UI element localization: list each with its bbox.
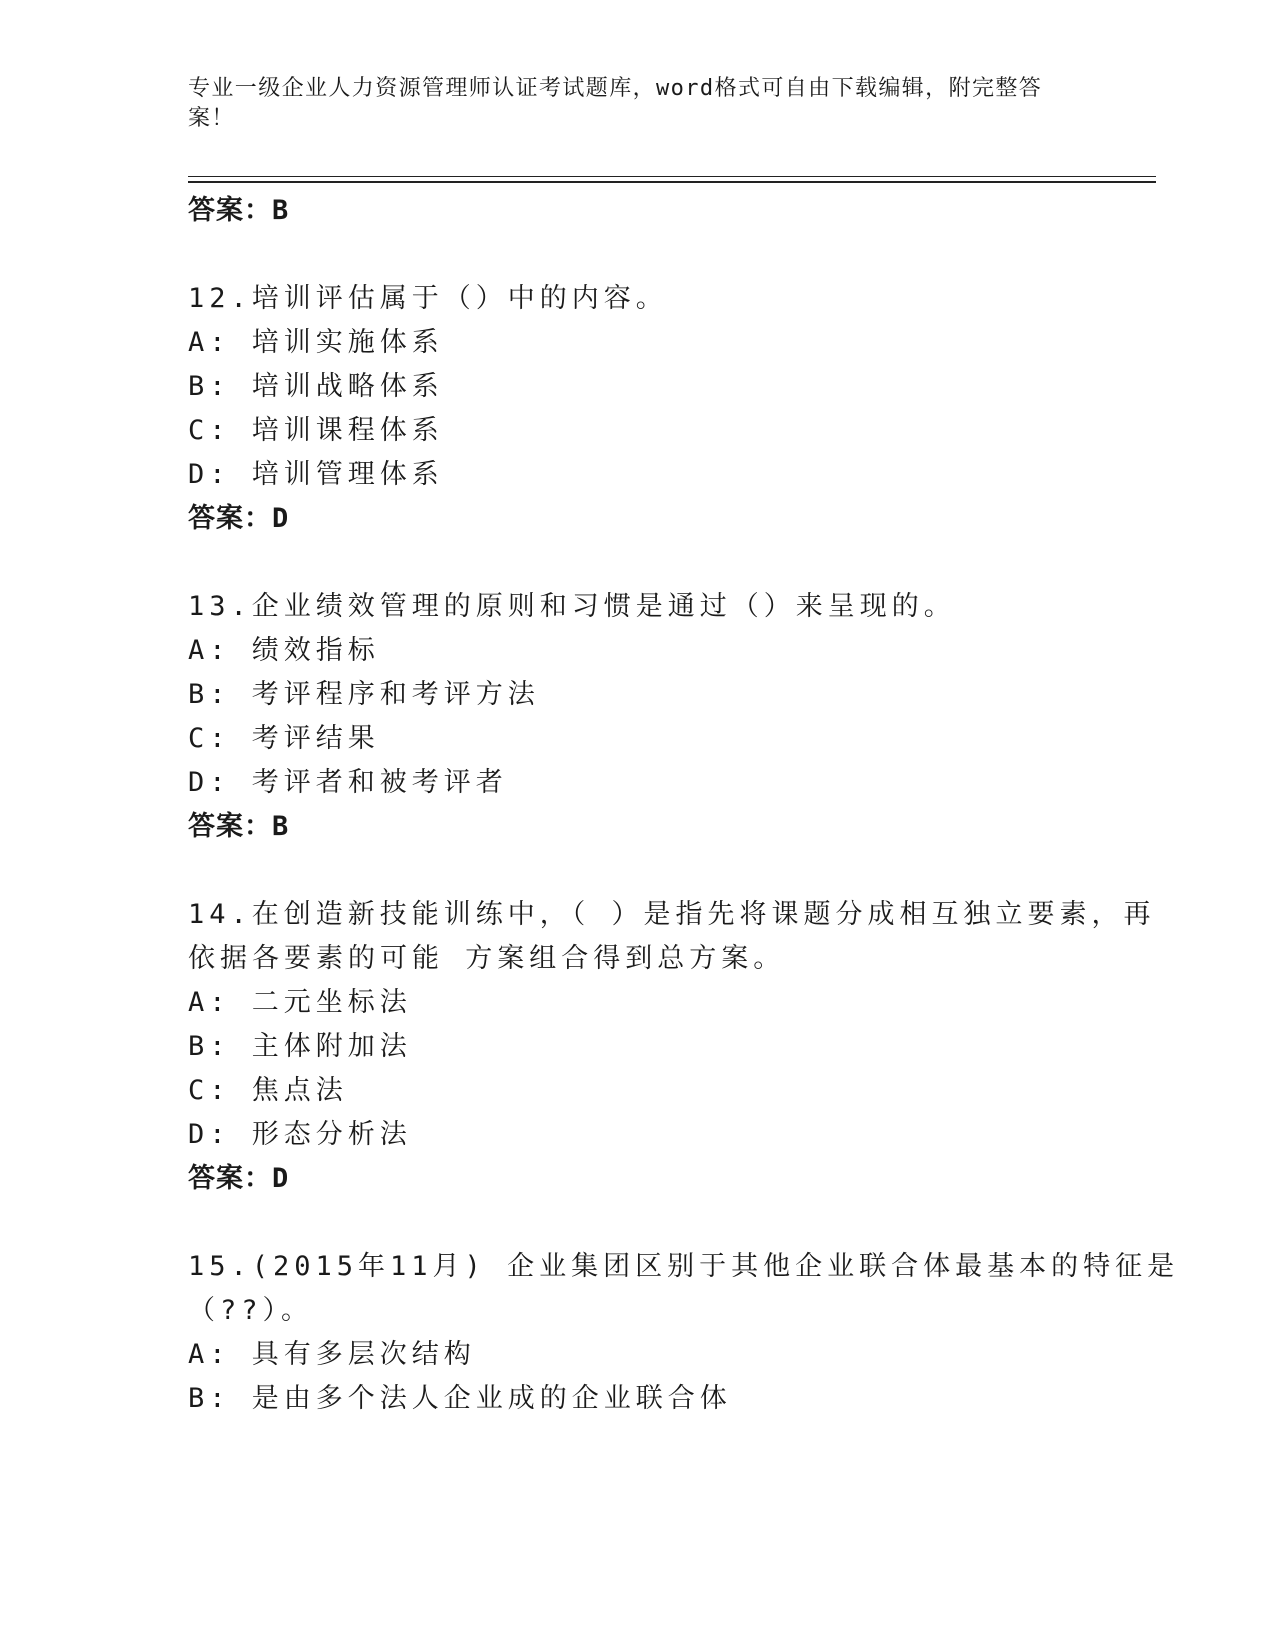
question-14-stem-line-2: 依据各要素的可能 方案组合得到总方案。 (188, 943, 786, 974)
question-15-stem-line-1: 15.(2015年11月) 企业集团区别于其他企业联合体最基本的特征是 (188, 1251, 1180, 1282)
question-12-option-c: C: 培训课程体系 (188, 415, 444, 446)
header-rule-thick (188, 181, 1156, 183)
question-12-option-d: D: 培训管理体系 (188, 459, 444, 490)
question-14-stem-line-1: 14.在创造新技能训练中，（ ）是指先将课题分成相互独立要素，再 (188, 899, 1156, 930)
question-13-option-c: C: 考评结果 (188, 723, 380, 754)
answer-q11: 答案：B (188, 195, 290, 226)
question-14-option-c: C: 焦点法 (188, 1075, 348, 1106)
question-12-stem: 12.培训评估属于（）中的内容。 (188, 283, 668, 314)
question-14-option-a: A: 二元坐标法 (188, 987, 412, 1018)
question-13-option-b: B: 考评程序和考评方法 (188, 679, 540, 710)
document-header: 专业一级企业人力资源管理师认证考试题库，word格式可自由下载编辑，附完整答案！ (188, 76, 1043, 131)
question-13-option-d: D: 考评者和被考评者 (188, 767, 508, 798)
question-13-option-a: A: 绩效指标 (188, 635, 380, 666)
question-14-option-b: B: 主体附加法 (188, 1031, 412, 1062)
question-15-option-b: B: 是由多个法人企业成的企业联合体 (188, 1383, 732, 1414)
answer-q14: 答案：D (188, 1163, 290, 1194)
question-14-option-d: D: 形态分析法 (188, 1119, 412, 1150)
answer-q12: 答案：D (188, 503, 290, 534)
question-13-stem: 13.企业绩效管理的原则和习惯是通过（）来呈现的。 (188, 591, 956, 622)
question-15-stem-line-2: （??）。 (188, 1295, 314, 1326)
header-rule-thin (188, 176, 1156, 177)
question-12-option-b: B: 培训战略体系 (188, 371, 444, 402)
question-15-option-a: A: 具有多层次结构 (188, 1339, 476, 1370)
answer-q13: 答案：B (188, 811, 290, 842)
question-12-option-a: A: 培训实施体系 (188, 327, 444, 358)
